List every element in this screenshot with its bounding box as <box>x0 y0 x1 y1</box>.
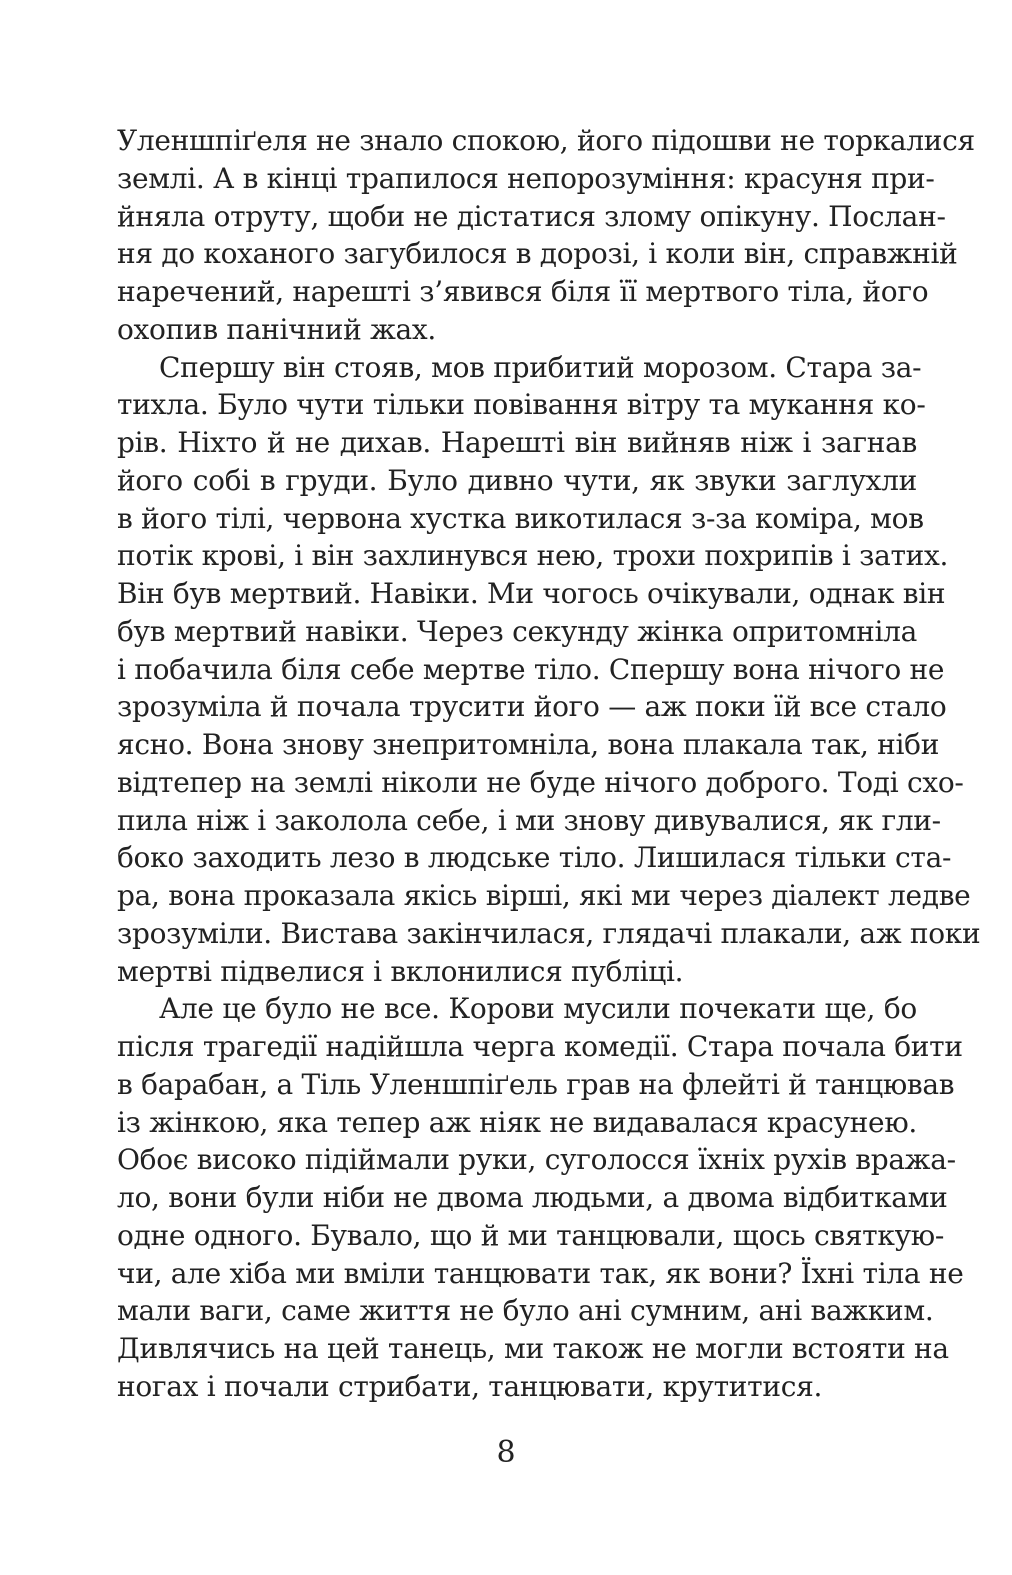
text-line: відтепер на землі ніколи не буде нічого доброго. Тоді схо- <box>117 766 964 799</box>
text-line: землі. А в кінці трапилося непорозуміння: красуня при- <box>117 162 935 195</box>
text-line: Дивлячись на цей танець, ми також не могли встояти на <box>117 1332 949 1365</box>
text-line: зрозуміли. Вистава закінчилася, глядачі плакали, аж поки <box>117 917 981 950</box>
page-body <box>117 121 981 1461</box>
text-line: в його тілі, червона хустка викотилася з-за коміра, мов <box>117 502 924 535</box>
text-line: мали ваги, саме життя не було ані сумним, ані важким. <box>117 1294 934 1327</box>
text-line: зрозуміла й почала трусити його — аж поки їй все стало <box>117 690 947 723</box>
text-line: потік крові, і він захлинувся нею, трохи похрипів і затих. <box>117 539 949 572</box>
page-number: 8 <box>496 1435 516 1470</box>
text-line: боко заходить лезо в людське тіло. Лишилася тільки ста- <box>117 841 952 874</box>
text-line: одне одного. Бувало, що й ми танцювали, щось святкую- <box>117 1219 944 1252</box>
text-line: і побачила біля себе мертве тіло. Спершу вона нічого не <box>117 653 945 686</box>
text-line: мертві підвелися і вклонилися публіці. <box>117 955 684 988</box>
text-line: пила ніж і заколола себе, і ми знову дивувалися, як гли- <box>117 804 941 837</box>
text-line: Обоє високо підіймали руки, суголосся їхніх рухів вража- <box>117 1143 956 1176</box>
text-line: ня до коханого загубилося в дорозі, і коли він, справжній <box>117 237 958 270</box>
text-line: був мертвий навіки. Через секунду жінка опритомніла <box>117 615 917 648</box>
text-line: охопив панічний жах. <box>117 313 437 346</box>
text-line: із жінкою, яка тепер аж ніяк не видавалася красунею. <box>117 1106 917 1139</box>
text-line: ра, вона проказала якісь вірші, які ми через діалект ледве <box>117 879 971 912</box>
text-line: його собі в груди. Було дивно чути, як звуки заглухли <box>117 464 917 497</box>
text-line: чи, але хіба ми вміли танцювати так, як вони? Їхні тіла не <box>117 1257 964 1290</box>
text-line: Уленшпіґеля не знало спокою, його підошви не торкалися <box>117 124 975 157</box>
text-line: Він був мертвий. Навіки. Ми чогось очікували, однак він <box>117 577 946 610</box>
text-line: в барабан, а Тіль Уленшпіґель грав на флейті й танцював <box>117 1068 955 1101</box>
text-line: тихла. Було чути тільки повівання вітру та мукання ко- <box>117 388 926 421</box>
text-line: після трагедії надійшла черга комедії. Стара почала бити <box>117 1030 963 1063</box>
text-line: ясно. Вона знову знепритомніла, вона плакала так, ніби <box>117 728 940 761</box>
text-line: ло, вони були ніби не двома людьми, а двома відбитками <box>117 1181 948 1214</box>
text-line: рів. Ніхто й не дихав. Нарешті він вийняв ніж і загнав <box>117 426 917 459</box>
paragraph-first-line: Спершу він стояв, мов прибитий морозом. Стара за- <box>159 351 922 384</box>
text-line: ногах і почали стрибати, танцювати, крутитися. <box>117 1370 823 1403</box>
text-line: наречений, нарешті з’явився біля її мертвого тіла, його <box>117 275 929 308</box>
text-line: йняла отруту, щоби не дістатися злому опікуну. Послан- <box>117 200 946 233</box>
paragraph-first-line: Але це було не все. Корови мусили почекати ще, бо <box>159 992 917 1025</box>
